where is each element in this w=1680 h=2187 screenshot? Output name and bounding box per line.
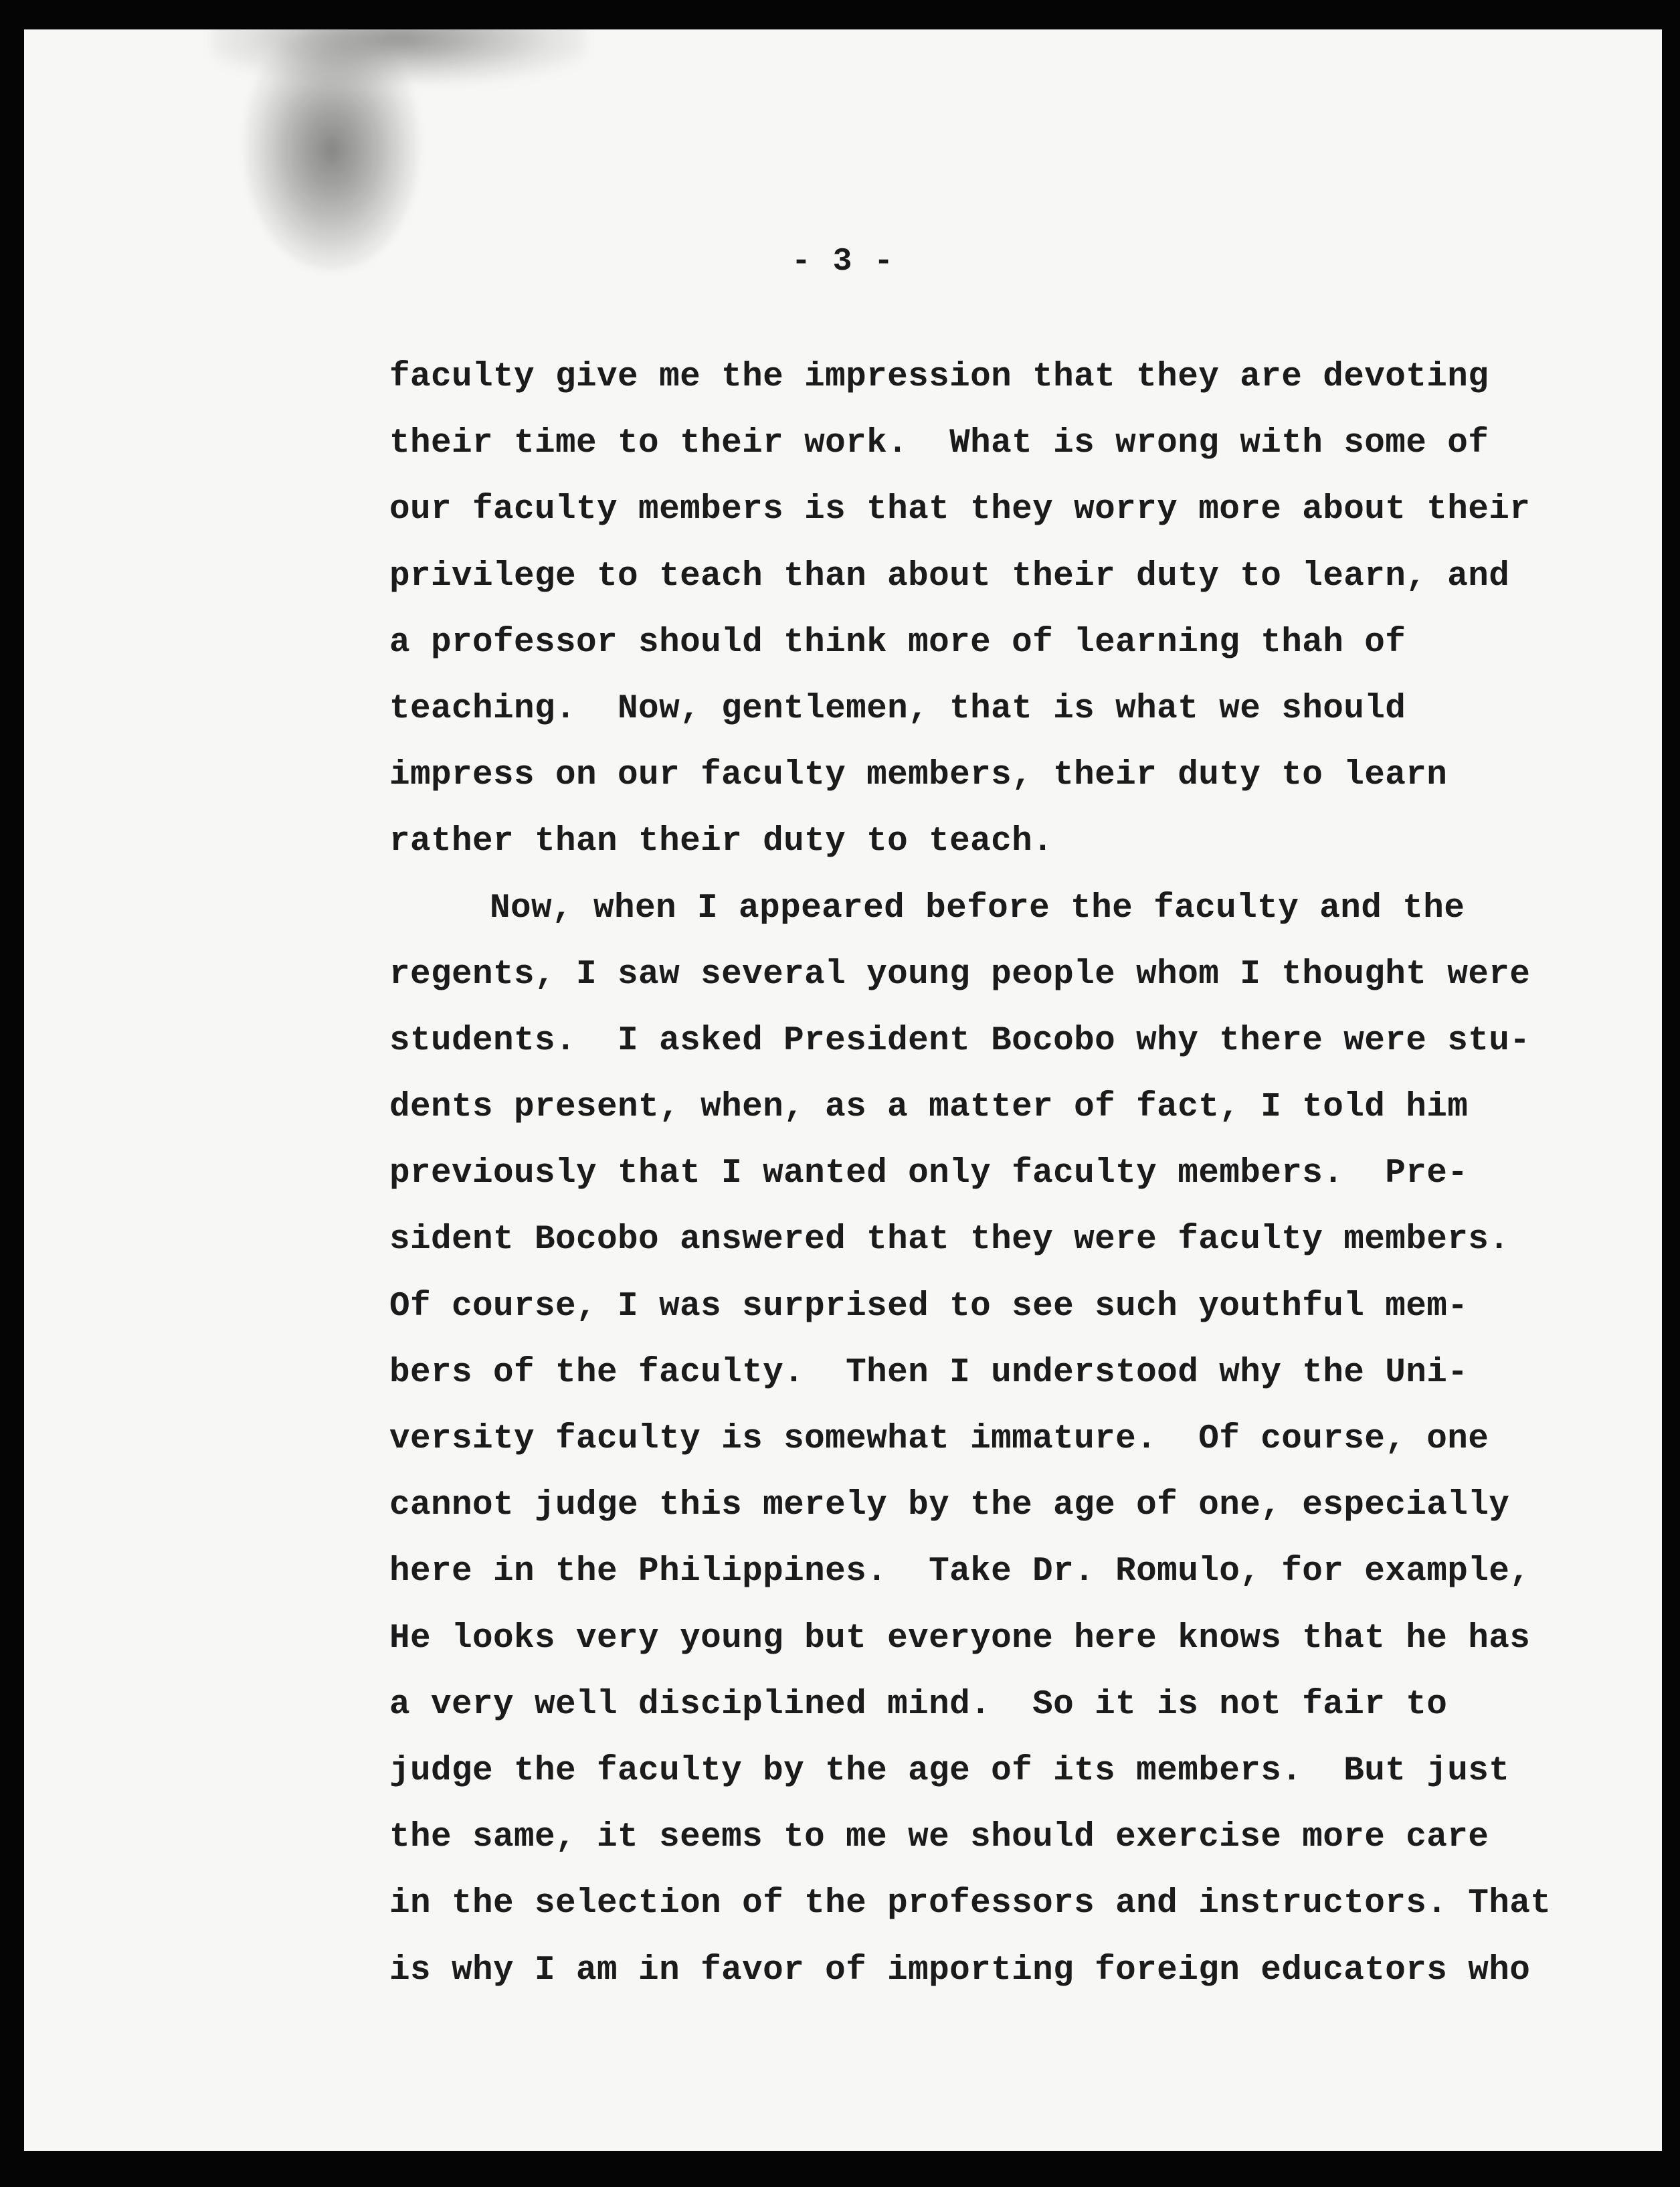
text-line: privilege to teach than about their duty to learn, and xyxy=(389,557,1510,596)
text-line: their time to their work. What is wrong with some of xyxy=(389,424,1489,463)
text-line: previously that I wanted only faculty members. Pre- xyxy=(389,1154,1469,1193)
text-line: impress on our faculty members, their duty to learn xyxy=(389,756,1448,795)
text-line: our faculty members is that they worry more about their xyxy=(389,491,1531,529)
text-line: teaching. Now, gentlemen, that is what we should xyxy=(389,689,1406,728)
text-line: is why I am in favor of importing foreign educators who xyxy=(389,1951,1531,1990)
ink-smudge xyxy=(245,29,419,270)
text-line: sident Bocobo answered that they were faculty members. xyxy=(389,1221,1510,1259)
paragraph-start-line: Now, when I appeared before the faculty and the xyxy=(490,889,1465,928)
text-line: a very well disciplined mind. So it is not fair to xyxy=(389,1685,1448,1724)
text-line: the same, it seems to me we should exercise more care xyxy=(389,1818,1489,1857)
text-line: versity faculty is somewhat immature. Of course, one xyxy=(389,1420,1489,1458)
text-line: cannot judge this merely by the age of one, especially xyxy=(389,1486,1510,1525)
text-line: regents, I saw several young people whom I thought were xyxy=(389,955,1531,994)
text-line: faculty give me the impression that they are devoting xyxy=(389,358,1489,396)
page-number: - 3 - xyxy=(791,244,895,280)
text-line: Of course, I was surprised to see such youthful mem- xyxy=(389,1287,1469,1326)
text-line: rather than their duty to teach. xyxy=(389,822,1054,861)
text-line: in the selection of the professors and instructors. That xyxy=(389,1885,1552,1923)
text-line: dents present, when, as a matter of fact, I told him xyxy=(389,1088,1469,1127)
text-line: here in the Philippines. Take Dr. Romulo, for example, xyxy=(389,1553,1531,1591)
text-line: students. I asked President Bocobo why there were stu- xyxy=(389,1021,1531,1060)
text-line: He looks very young but everyone here knows that he has xyxy=(389,1619,1531,1658)
text-line: judge the faculty by the age of its members. But just xyxy=(389,1751,1510,1790)
text-line: bers of the faculty. Then I understood why the Uni- xyxy=(389,1353,1469,1392)
document-page xyxy=(24,29,1662,2151)
body-text xyxy=(389,344,1594,2004)
text-line: a professor should think more of learning thah of xyxy=(389,623,1406,662)
